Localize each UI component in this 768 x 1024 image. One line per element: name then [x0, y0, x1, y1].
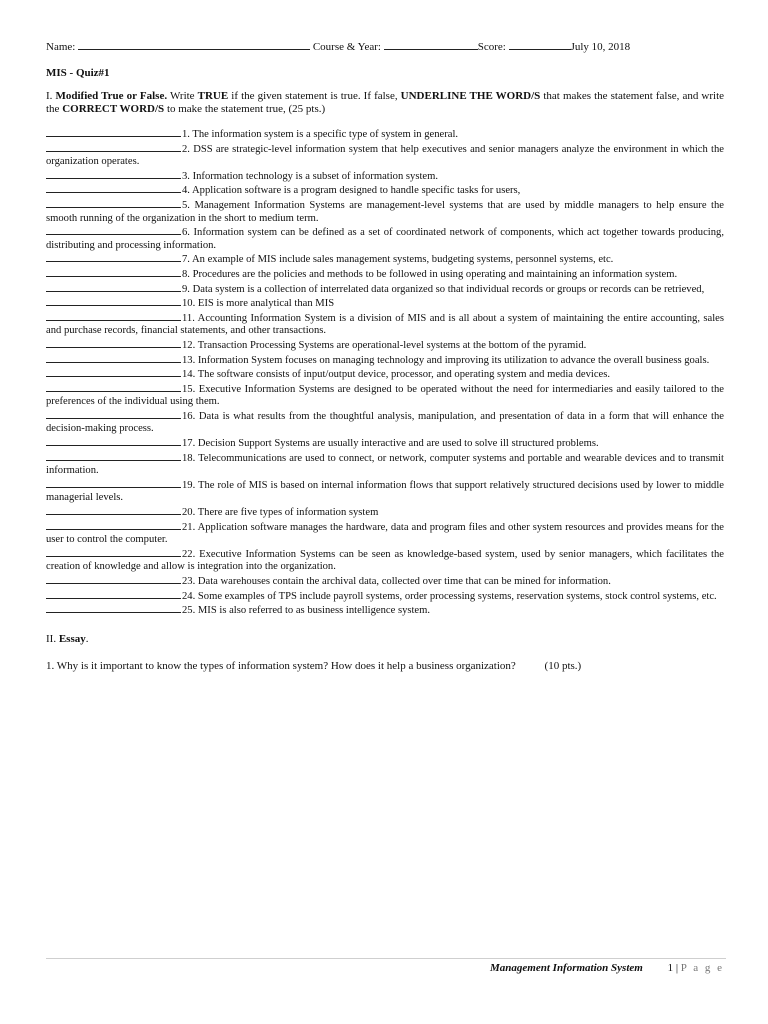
essay-question-text: 1. Why is it important to know the types of information system? How does it help a business organization?	[46, 660, 516, 672]
instruction-text: that makes the statement false, and write the	[46, 90, 725, 115]
question-text: 9. Data system is a collection of interrelated data organized so that individual records or groups or records can be retrieved,	[182, 283, 705, 295]
answer-blank[interactable]	[46, 142, 181, 152]
answer-blank[interactable]	[46, 367, 181, 377]
name-label: Name:	[46, 41, 76, 53]
question-text: 23. Data warehouses contain the archival data, collected over time that can be mined for information.	[182, 576, 611, 587]
footer-page-label: P a g e	[680, 962, 724, 974]
question-text: 11. Accounting Information System is a division of MIS and is all about a system of maintaining the entire accounting, sales and purchase records, financial statements, and other transactions.	[46, 312, 724, 337]
answer-blank[interactable]	[46, 353, 181, 363]
answer-blank[interactable]	[46, 338, 181, 348]
question-item	[46, 267, 724, 282]
question-item	[46, 142, 724, 169]
question-item	[46, 382, 724, 409]
question-text: 5. Management Information Systems are management-level systems that are used by middle managers to help ensure the smooth running of the organization in the short to medium term.	[46, 199, 724, 224]
question-item	[46, 311, 724, 338]
answer-blank[interactable]	[46, 183, 181, 193]
student-info-line	[46, 39, 726, 53]
answer-blank[interactable]	[46, 282, 181, 292]
question-item	[46, 183, 724, 198]
answer-blank[interactable]	[46, 478, 181, 488]
question-text: 13. Information System focuses on managing technology and improving its utilization to advance the overall business goals.	[182, 354, 710, 366]
question-text: 10. EIS is more analytical than MIS	[182, 298, 335, 310]
course-label: Course & Year:	[312, 41, 381, 53]
answer-blank[interactable]	[46, 436, 181, 446]
footer-divider	[46, 958, 726, 959]
question-item	[46, 603, 724, 618]
question-text: 18. Telecommunications are used to connect, or network, computer systems and portable and wearable devices and to transmit information.	[46, 452, 724, 477]
question-item	[46, 520, 724, 547]
question-text: 2. DSS are strategic-level information system that help executives and senior managers analyze the environment in which the organization operates.	[46, 143, 724, 168]
footer-page-number: 1	[667, 962, 674, 974]
question-text: 6. Information system can be defined as a set of coordinated network of components, which act together towards producing, distributing and processing information.	[46, 227, 724, 251]
question-text: 16. Data is what results from the thoughtful analysis, manipulation, and presentation of data in a form that will enhance the decision-making process.	[46, 410, 724, 435]
answer-blank[interactable]	[46, 574, 181, 584]
question-text: 8. Procedures are the policies and methods to be followed in using operating and maintaining an information system.	[182, 268, 678, 280]
question-item	[46, 589, 724, 604]
question-item	[46, 127, 724, 142]
part2-numeral: II.	[46, 633, 57, 645]
instruction-text: Write	[169, 90, 198, 102]
question-item	[46, 451, 724, 478]
question-item	[46, 436, 724, 451]
part2-period: .	[85, 633, 89, 645]
part2-title: Essay	[58, 633, 86, 645]
instruction-true-word: TRUE	[197, 90, 229, 102]
answer-blank[interactable]	[46, 451, 181, 461]
question-item	[46, 282, 724, 297]
answer-blank[interactable]	[46, 267, 181, 277]
instruction-text: if the given statement is true. If false,	[228, 90, 401, 102]
question-item	[46, 169, 724, 184]
question-item	[46, 547, 724, 574]
question-text: 4. Application software is a program designed to handle specific tasks for users,	[182, 185, 521, 197]
footer-course: Management Information System	[490, 962, 643, 974]
question-item	[46, 198, 724, 225]
instruction-text: to make the statement true, (25 pts.)	[164, 102, 326, 115]
part2-heading	[46, 633, 88, 645]
essay-points: (10 pts.)	[544, 660, 582, 672]
question-item	[46, 353, 724, 368]
page-footer	[490, 962, 724, 974]
answer-blank[interactable]	[46, 225, 181, 235]
question-item	[46, 505, 724, 520]
question-item	[46, 478, 724, 505]
score-label: Score:	[477, 41, 506, 53]
question-item	[46, 296, 724, 311]
name-blank[interactable]	[78, 39, 310, 50]
answer-blank[interactable]	[46, 311, 181, 321]
answer-blank[interactable]	[46, 296, 181, 306]
part1-numeral: I.	[46, 90, 53, 102]
score-blank[interactable]	[509, 39, 571, 50]
instruction-correct-word: CORRECT WORD/S	[62, 102, 165, 115]
question-list	[46, 127, 724, 618]
answer-blank[interactable]	[46, 169, 181, 179]
question-text: 1. The information system is a specific type of system in general.	[182, 129, 459, 140]
quiz-date: July 10, 2018	[570, 41, 631, 53]
question-item	[46, 252, 724, 267]
answer-blank[interactable]	[46, 252, 181, 262]
question-text: 21. Application software manages the hardware, data and program files and other system resources and provides means for the user to control the computer.	[46, 521, 724, 546]
answer-blank[interactable]	[46, 127, 181, 137]
answer-blank[interactable]	[46, 198, 181, 208]
question-text: 12. Transaction Processing Systems are operational-level systems at the bottom of the pyramid.	[182, 339, 587, 351]
answer-blank[interactable]	[46, 409, 181, 419]
answer-blank[interactable]	[46, 520, 181, 530]
essay-question	[46, 660, 726, 672]
course-blank[interactable]	[384, 39, 478, 50]
question-text: 17. Decision Support Systems are usually interactive and are used to solve ill structured problems.	[182, 438, 599, 450]
answer-blank[interactable]	[46, 603, 181, 613]
question-item	[46, 367, 724, 382]
footer-separator: |	[675, 962, 679, 974]
question-text: 25. MIS is also referred to as business intelligence system.	[182, 605, 431, 617]
part1-instructions	[46, 90, 724, 115]
part1-heading: Modified True or False.	[55, 90, 168, 102]
question-item	[46, 225, 724, 252]
question-text: 22. Executive Information Systems can be seen as knowledge-based system, used by senior managers, which facilitates the creation of knowledge and allow is integration into the organization.	[46, 548, 724, 573]
quiz-title: MIS - Quiz#1	[46, 67, 110, 79]
question-item	[46, 574, 724, 589]
answer-blank[interactable]	[46, 589, 181, 599]
question-text: 7. An example of MIS include sales management systems, budgeting systems, personnel systems, etc.	[182, 254, 614, 266]
question-item	[46, 409, 724, 436]
question-text: 20. There are five types of information system	[182, 507, 379, 519]
question-item	[46, 338, 724, 353]
answer-blank[interactable]	[46, 547, 181, 557]
question-text: 14. The software consists of input/output device, processor, and operating system and media devices.	[182, 369, 611, 381]
question-text: 24. Some examples of TPS include payroll systems, order processing systems, reservation systems, stock control systems, etc.	[182, 590, 717, 602]
question-text: 19. The role of MIS is based on internal information flows that support relatively structured decisions used by lower to middle managerial levels.	[46, 479, 724, 504]
instruction-underline-word: UNDERLINE THE WORD/S	[400, 90, 541, 102]
answer-blank[interactable]	[46, 382, 181, 392]
question-text: 3. Information technology is a subset of information system.	[182, 170, 438, 182]
question-text: 15. Executive Information Systems are designed to be operated without the need for intermediaries and easily tailored to the preferences of the individual using them.	[46, 383, 724, 408]
answer-blank[interactable]	[46, 505, 181, 515]
